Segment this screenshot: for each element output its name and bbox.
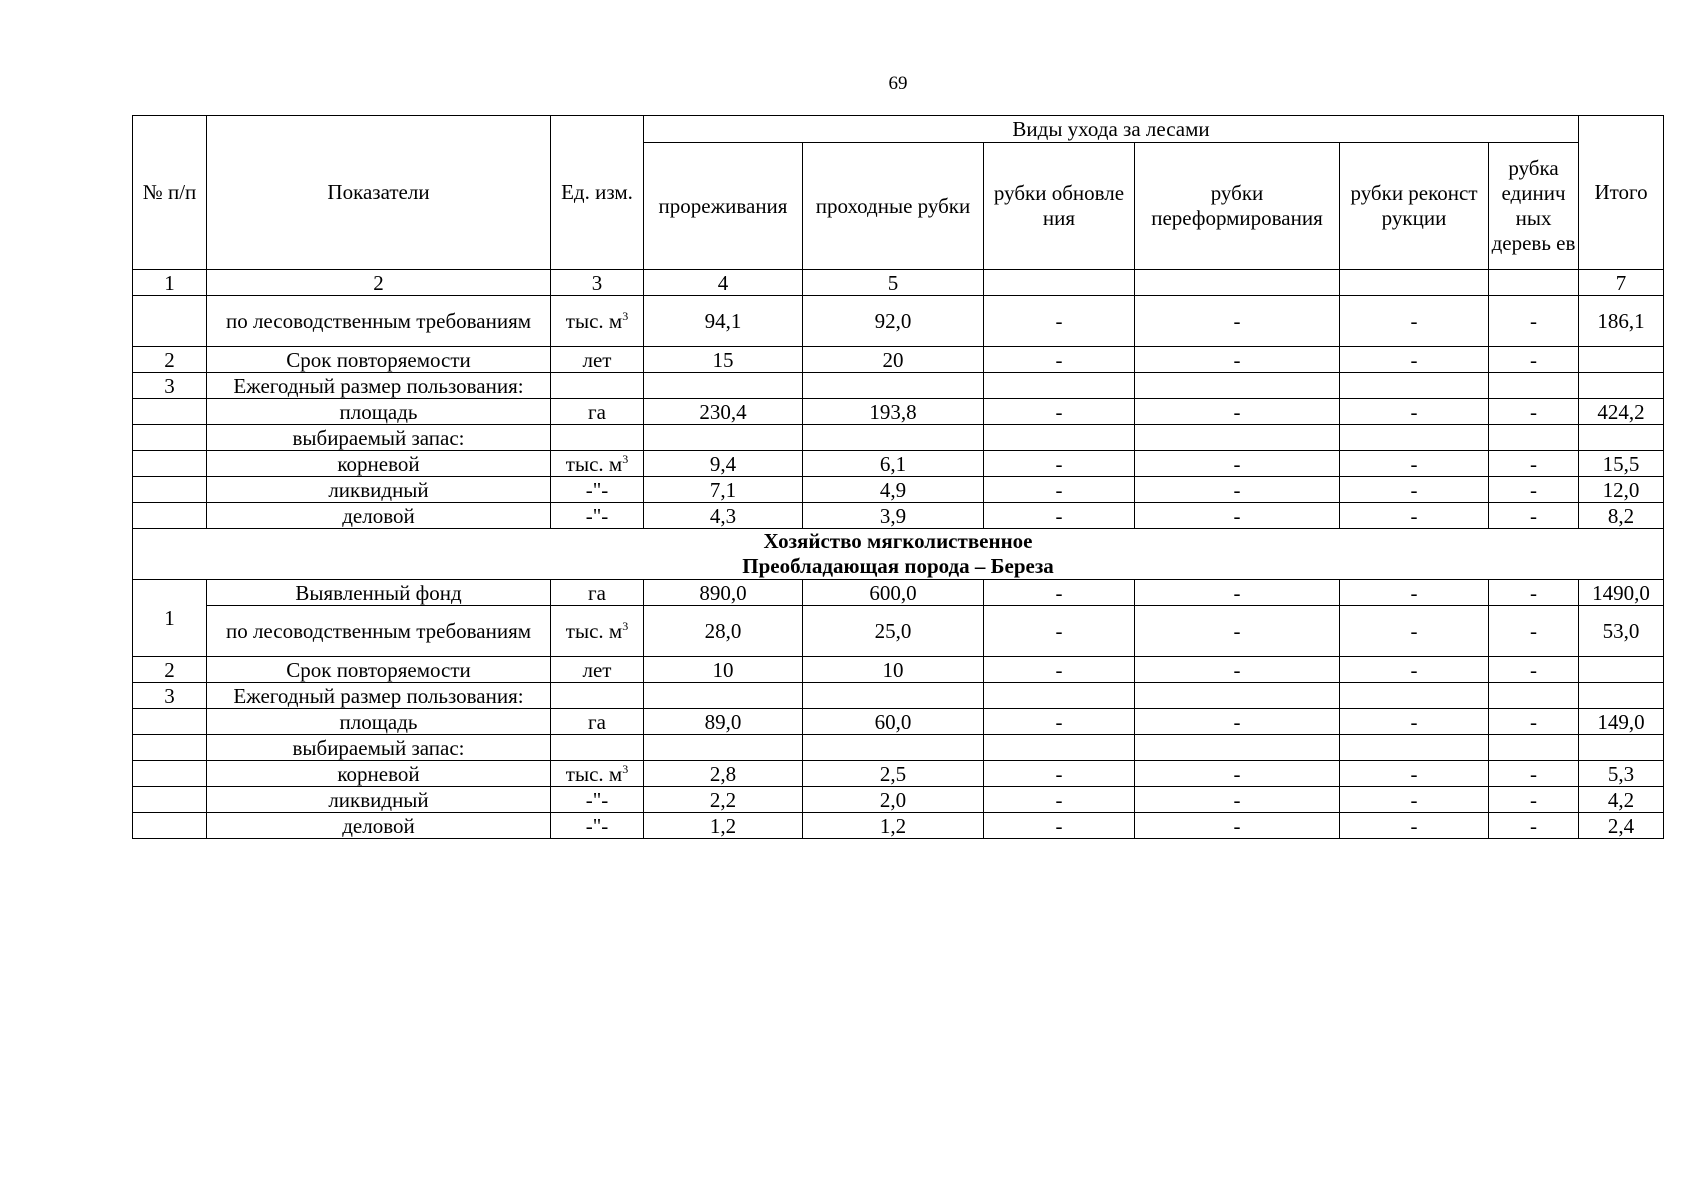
header-renewal-cuts: рубки обновле ния <box>984 143 1135 270</box>
indicator-cell: деловой <box>207 503 551 529</box>
indicator-cell: Ежегодный размер пользования: <box>207 683 551 709</box>
value-cell: - <box>1340 606 1489 657</box>
value-cell: - <box>1135 709 1340 735</box>
table-row <box>133 347 1664 373</box>
colnum-cell: 5 <box>803 270 984 296</box>
value-cell: - <box>1489 451 1579 477</box>
value-cell: - <box>1489 347 1579 373</box>
header-thinning: прореживания <box>644 143 803 270</box>
value-cell: - <box>1135 787 1340 813</box>
value-cell: - <box>984 580 1135 606</box>
num-cell <box>133 296 207 347</box>
value-cell: 20 <box>803 347 984 373</box>
value-cell: - <box>984 296 1135 347</box>
value-cell: - <box>984 477 1135 503</box>
value-cell: - <box>984 657 1135 683</box>
unit-cell: га <box>551 580 644 606</box>
value-cell: - <box>984 451 1135 477</box>
indicator-cell: Срок повторяемости <box>207 657 551 683</box>
value-cell: 15 <box>644 347 803 373</box>
total-cell: 5,3 <box>1579 761 1664 787</box>
num-cell <box>133 813 207 839</box>
value-cell: 1,2 <box>644 813 803 839</box>
unit-cell <box>551 425 644 451</box>
num-cell <box>133 451 207 477</box>
num-cell: 2 <box>133 347 207 373</box>
total-cell <box>1579 683 1664 709</box>
table-row <box>133 477 1664 503</box>
value-cell: - <box>1340 657 1489 683</box>
indicator-cell: по лесоводственным требованиям <box>207 606 551 657</box>
page-number: 69 <box>888 73 908 94</box>
header-reconstruction-cuts: рубки реконст рукции <box>1340 143 1489 270</box>
total-cell <box>1579 425 1664 451</box>
colnum-cell: 7 <box>1579 270 1664 296</box>
num-cell <box>133 503 207 529</box>
value-cell <box>1489 735 1579 761</box>
colnum-cell: 1 <box>133 270 207 296</box>
num-cell <box>133 399 207 425</box>
table-row <box>133 451 1664 477</box>
num-cell: 3 <box>133 683 207 709</box>
num-cell: 2 <box>133 657 207 683</box>
value-cell <box>1340 683 1489 709</box>
value-cell <box>984 425 1135 451</box>
total-cell: 4,2 <box>1579 787 1664 813</box>
header-num: № п/п <box>133 116 207 270</box>
indicator-cell: ликвидный <box>207 477 551 503</box>
total-cell <box>1579 657 1664 683</box>
total-cell <box>1579 373 1664 399</box>
num-cell <box>133 477 207 503</box>
section-title-line2: Преобладающая порода – Береза <box>742 554 1054 578</box>
value-cell: 9,4 <box>644 451 803 477</box>
value-cell <box>984 735 1135 761</box>
value-cell: 1,2 <box>803 813 984 839</box>
unit-cell: лет <box>551 347 644 373</box>
value-cell: 2,5 <box>803 761 984 787</box>
total-cell: 12,0 <box>1579 477 1664 503</box>
value-cell: - <box>1340 580 1489 606</box>
unit-cell: га <box>551 399 644 425</box>
value-cell: 25,0 <box>803 606 984 657</box>
total-cell <box>1579 735 1664 761</box>
indicator-cell: ликвидный <box>207 787 551 813</box>
value-cell: 193,8 <box>803 399 984 425</box>
colnum-cell <box>1489 270 1579 296</box>
value-cell: - <box>1489 761 1579 787</box>
value-cell: 4,3 <box>644 503 803 529</box>
total-cell: 53,0 <box>1579 606 1664 657</box>
header-passing-cuts: проходные рубки <box>803 143 984 270</box>
section-title-line1: Хозяйство мягколиственное <box>763 529 1033 553</box>
value-cell: - <box>1489 399 1579 425</box>
table-row <box>133 399 1664 425</box>
colnum-cell: 2 <box>207 270 551 296</box>
table-row <box>133 580 1664 606</box>
value-cell: - <box>1340 399 1489 425</box>
total-cell <box>1579 347 1664 373</box>
value-cell <box>644 683 803 709</box>
total-cell: 8,2 <box>1579 503 1664 529</box>
section-header-row <box>133 529 1664 580</box>
value-cell: 10 <box>803 657 984 683</box>
value-cell: 10 <box>644 657 803 683</box>
colnum-cell: 3 <box>551 270 644 296</box>
indicator-cell: Ежегодный размер пользования: <box>207 373 551 399</box>
value-cell: - <box>1489 606 1579 657</box>
value-cell: 6,1 <box>803 451 984 477</box>
value-cell: - <box>1340 503 1489 529</box>
value-cell: 890,0 <box>644 580 803 606</box>
unit-cell: -"- <box>551 787 644 813</box>
value-cell <box>1135 683 1340 709</box>
value-cell: 89,0 <box>644 709 803 735</box>
header-care-types: Виды ухода за лесами <box>644 116 1579 143</box>
indicator-cell: Срок повторяемости <box>207 347 551 373</box>
table-row <box>133 296 1664 347</box>
table-row <box>133 503 1664 529</box>
num-cell <box>133 425 207 451</box>
value-cell: 2,0 <box>803 787 984 813</box>
num-cell: 1 <box>133 580 207 657</box>
value-cell: 7,1 <box>644 477 803 503</box>
value-cell <box>644 425 803 451</box>
value-cell: - <box>1340 477 1489 503</box>
value-cell <box>644 373 803 399</box>
num-cell <box>133 735 207 761</box>
value-cell: 2,2 <box>644 787 803 813</box>
value-cell: 3,9 <box>803 503 984 529</box>
total-cell: 15,5 <box>1579 451 1664 477</box>
value-cell <box>1135 735 1340 761</box>
indicator-cell: выбираемый запас: <box>207 425 551 451</box>
value-cell <box>803 683 984 709</box>
value-cell: - <box>1135 761 1340 787</box>
value-cell <box>1135 373 1340 399</box>
total-cell: 424,2 <box>1579 399 1664 425</box>
value-cell: - <box>1135 606 1340 657</box>
value-cell: 60,0 <box>803 709 984 735</box>
total-cell: 2,4 <box>1579 813 1664 839</box>
value-cell: - <box>1489 580 1579 606</box>
num-cell <box>133 709 207 735</box>
value-cell <box>1340 735 1489 761</box>
value-cell: - <box>984 606 1135 657</box>
value-cell: 600,0 <box>803 580 984 606</box>
value-cell: - <box>1135 347 1340 373</box>
value-cell: 230,4 <box>644 399 803 425</box>
unit-cell: -"- <box>551 503 644 529</box>
unit-cell: тыс. $м^3$ <box>551 761 644 787</box>
table-row <box>133 813 1664 839</box>
unit-cell: -"- <box>551 477 644 503</box>
value-cell: - <box>1135 399 1340 425</box>
value-cell: - <box>1340 787 1489 813</box>
unit-cell <box>551 735 644 761</box>
value-cell: - <box>1489 503 1579 529</box>
value-cell: - <box>1489 787 1579 813</box>
value-cell: - <box>1135 477 1340 503</box>
value-cell <box>803 425 984 451</box>
value-cell: - <box>984 813 1135 839</box>
total-cell: 1490,0 <box>1579 580 1664 606</box>
value-cell <box>984 373 1135 399</box>
section-title <box>133 529 1664 580</box>
value-cell <box>1489 425 1579 451</box>
table-row <box>133 373 1664 399</box>
unit-cell: лет <box>551 657 644 683</box>
value-cell <box>644 735 803 761</box>
header-row-1 <box>133 116 1664 143</box>
value-cell: - <box>1135 657 1340 683</box>
header-unit: Ед. изм. <box>551 116 644 270</box>
indicator-cell: площадь <box>207 399 551 425</box>
column-numbers-row <box>133 270 1664 296</box>
value-cell: 28,0 <box>644 606 803 657</box>
value-cell: - <box>1489 657 1579 683</box>
value-cell <box>803 373 984 399</box>
value-cell: - <box>1340 451 1489 477</box>
table-row <box>133 787 1664 813</box>
num-cell <box>133 761 207 787</box>
header-total: Итого <box>1579 116 1664 270</box>
value-cell: - <box>984 787 1135 813</box>
indicator-cell: корневой <box>207 451 551 477</box>
value-cell: - <box>1489 477 1579 503</box>
value-cell: - <box>1135 503 1340 529</box>
value-cell: - <box>984 503 1135 529</box>
unit-cell <box>551 683 644 709</box>
table-row <box>133 425 1664 451</box>
indicator-cell: выбираемый запас: <box>207 735 551 761</box>
value-cell: - <box>1135 296 1340 347</box>
table-row <box>133 735 1664 761</box>
table-row <box>133 709 1664 735</box>
colnum-cell <box>984 270 1135 296</box>
indicator-cell: корневой <box>207 761 551 787</box>
header-reform-cuts: рубки переформирования <box>1135 143 1340 270</box>
table-row <box>133 761 1664 787</box>
colnum-cell: 4 <box>644 270 803 296</box>
value-cell: - <box>1340 813 1489 839</box>
header-single-tree-cuts: рубка единич ных деревь ев <box>1489 143 1579 270</box>
value-cell: - <box>1489 296 1579 347</box>
colnum-cell <box>1135 270 1340 296</box>
value-cell: - <box>1340 761 1489 787</box>
indicator-cell: деловой <box>207 813 551 839</box>
indicator-cell: Выявленный фонд <box>207 580 551 606</box>
table-row <box>133 683 1664 709</box>
value-cell: - <box>1340 347 1489 373</box>
colnum-cell <box>1340 270 1489 296</box>
num-cell <box>133 787 207 813</box>
value-cell: - <box>984 709 1135 735</box>
value-cell <box>1489 373 1579 399</box>
unit-cell: тыс. $м^3$ <box>551 296 644 347</box>
value-cell <box>1340 373 1489 399</box>
table-row <box>133 657 1664 683</box>
total-cell: 186,1 <box>1579 296 1664 347</box>
indicator-cell: площадь <box>207 709 551 735</box>
indicator-cell: по лесоводственным требованиям <box>207 296 551 347</box>
unit-cell: тыс. $м^3$ <box>551 606 644 657</box>
value-cell: - <box>1489 813 1579 839</box>
unit-cell: тыс. $м^3$ <box>551 451 644 477</box>
value-cell: - <box>984 399 1135 425</box>
value-cell: - <box>1135 813 1340 839</box>
num-cell: 3 <box>133 373 207 399</box>
unit-cell: га <box>551 709 644 735</box>
value-cell: - <box>1340 296 1489 347</box>
value-cell: 94,1 <box>644 296 803 347</box>
unit-cell: -"- <box>551 813 644 839</box>
value-cell: - <box>984 347 1135 373</box>
value-cell <box>1340 425 1489 451</box>
value-cell: - <box>1489 709 1579 735</box>
value-cell <box>1135 425 1340 451</box>
unit-cell <box>551 373 644 399</box>
value-cell: - <box>1340 709 1489 735</box>
table-row <box>133 606 1664 657</box>
value-cell: 4,9 <box>803 477 984 503</box>
forest-care-table <box>132 115 1664 839</box>
value-cell <box>1489 683 1579 709</box>
value-cell <box>803 735 984 761</box>
value-cell <box>984 683 1135 709</box>
value-cell: 2,8 <box>644 761 803 787</box>
header-indicators: Показатели <box>207 116 551 270</box>
value-cell: - <box>1135 451 1340 477</box>
value-cell: - <box>984 761 1135 787</box>
value-cell: - <box>1135 580 1340 606</box>
total-cell: 149,0 <box>1579 709 1664 735</box>
value-cell: 92,0 <box>803 296 984 347</box>
